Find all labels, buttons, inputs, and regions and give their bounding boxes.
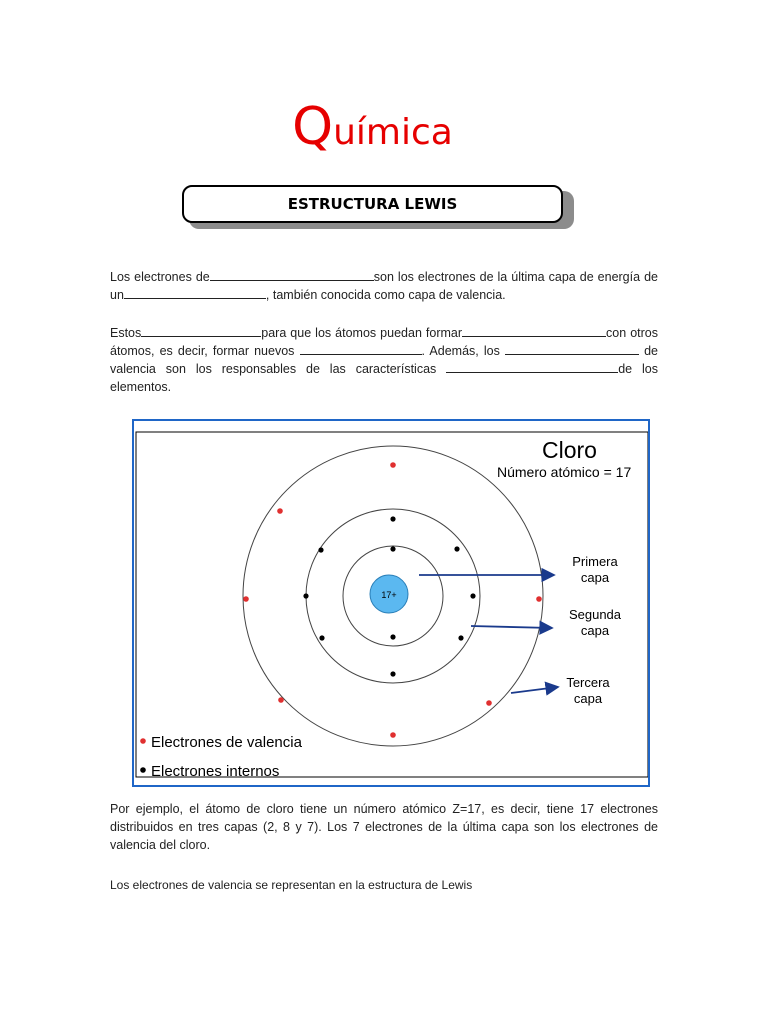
- fill-blank[interactable]: [505, 342, 639, 355]
- diagram-subtitle: Número atómico = 17: [497, 464, 632, 480]
- electron: [318, 547, 323, 552]
- p1-text-3: , también conocida como capa de valencia.: [265, 288, 506, 302]
- p2-text-6: de los elementos.: [110, 362, 658, 394]
- fill-blank[interactable]: [210, 268, 374, 281]
- atom-diagram-frame: [132, 419, 650, 787]
- paragraph-2: [110, 324, 658, 396]
- electron: [470, 593, 475, 598]
- electron: [277, 508, 283, 514]
- electron: [486, 700, 492, 706]
- electron: [390, 462, 396, 468]
- electron: [278, 697, 284, 703]
- label-segunda: Segunda: [568, 607, 622, 622]
- fill-blank[interactable]: [141, 324, 261, 337]
- legend-valence-label: Electrones de valencia: [151, 734, 302, 751]
- label-primera-capa: capa: [580, 570, 610, 585]
- paragraph-3: Por ejemplo, el átomo de cloro tiene un número atómico Z=17, es decir, tiene 17 electrones distribuidos en tres capas (2, 8 y 7). Los 7 electrones de la última capa son los electrones de valencia del cloro.: [110, 802, 658, 852]
- title-first-letter: Q: [292, 97, 334, 157]
- legend-inner-dot: [140, 767, 146, 773]
- p1-text-1: Los electrones de: [110, 270, 210, 284]
- atom-diagram: [134, 421, 648, 785]
- page-title: [0, 92, 745, 168]
- p2-text-5: de valencia son los responsables de las características: [110, 344, 658, 376]
- p1-text-2: son los electrones de la última capa de energía de un: [110, 270, 658, 302]
- electron: [536, 596, 542, 602]
- fill-blank[interactable]: [462, 324, 606, 337]
- electron: [390, 671, 395, 676]
- nucleus-label: 17+: [381, 590, 397, 600]
- p2-text-2: para que los átomos puedan formar: [261, 326, 463, 340]
- paragraph-4: Los electrones de valencia se representan en la estructura de Lewis: [110, 878, 473, 892]
- paragraph-1: [110, 268, 658, 304]
- electron: [319, 635, 324, 640]
- diagram-title: Cloro: [542, 437, 597, 463]
- label-tercera: Tercera: [566, 675, 610, 690]
- fill-blank[interactable]: [446, 360, 618, 373]
- electron: [243, 596, 249, 602]
- electron: [390, 516, 395, 521]
- electron: [390, 546, 395, 551]
- banner-label: ESTRUCTURA LEWIS: [287, 195, 458, 213]
- label-primera: Primera: [572, 554, 618, 569]
- label-segunda-capa: capa: [580, 623, 610, 638]
- fill-blank[interactable]: [300, 342, 422, 355]
- title-rest: uímica: [333, 112, 453, 153]
- label-tercera-capa: capa: [573, 691, 603, 706]
- p2-text-3: con otros átomos, es decir, formar nuevos: [110, 326, 658, 358]
- electron: [303, 593, 308, 598]
- section-banner: [182, 185, 563, 223]
- electron: [390, 732, 396, 738]
- electron: [390, 634, 395, 639]
- electron: [454, 546, 459, 551]
- p2-text-4: . Además, los: [421, 344, 500, 358]
- electron: [458, 635, 463, 640]
- fill-blank[interactable]: [124, 286, 266, 299]
- p2-text-1: Estos: [110, 326, 142, 340]
- arrow-tercera: [511, 687, 558, 693]
- legend-valence-dot: [140, 738, 146, 744]
- legend-inner-label: Electrones internos: [151, 763, 280, 780]
